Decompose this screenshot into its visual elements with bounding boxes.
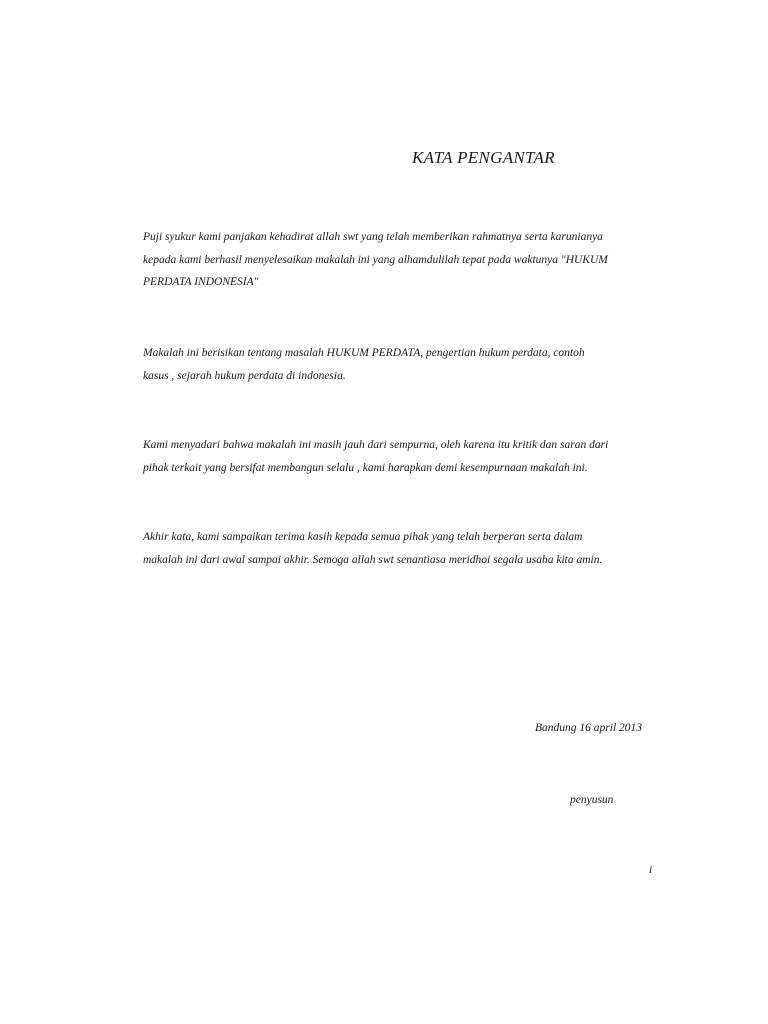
paragraph-line: PERDATA INDONESIA" xyxy=(143,276,259,288)
paragraph-line: pihak terkait yang bersifat membangun selalu , kami harapkan demi kesempurnaan makalah ini. xyxy=(143,461,588,474)
paragraph-line: kasus , sejarah hukum perdata di indonesia. xyxy=(143,369,346,382)
paragraph-critique xyxy=(143,434,663,479)
place-and-date: Bandung 16 april 2013 xyxy=(535,722,643,734)
paragraph-line: kepada kami berhasil menyelesaikan makalah ini yang alhamdulilah tepat pada waktunya "HUKUM xyxy=(143,253,608,266)
paragraph-line: makalah ini dari awal sampai akhir. Semoga allah swt senantiasa meridhoi segala usaha kita amin. xyxy=(143,553,603,566)
paragraph-line: Kami menyadari bahwa makalah ini masih jauh dari sempurna, oleh karena itu kritik dan saran dari xyxy=(143,439,609,451)
paragraph-gratitude xyxy=(143,226,663,294)
paragraph-line: Puji syukur kami panjakan kehadirat allah swt yang telah memberikan rahmatnya serta karunianya xyxy=(143,231,603,243)
paragraph-contents xyxy=(143,342,663,387)
page-number: i xyxy=(649,864,653,876)
paragraph-line: Akhir kata, kami sampaikan terima kasih kepada semua pihak yang telah berperan serta dalam xyxy=(143,531,583,543)
page-title: KATA PENGANTAR xyxy=(412,148,555,167)
paragraph-closing xyxy=(143,526,663,571)
signer-label: penyusun xyxy=(570,794,614,806)
paragraph-line: Makalah ini berisikan tentang masalah HUKUM PERDATA, pengertian hukum perdata, contoh xyxy=(143,347,585,359)
